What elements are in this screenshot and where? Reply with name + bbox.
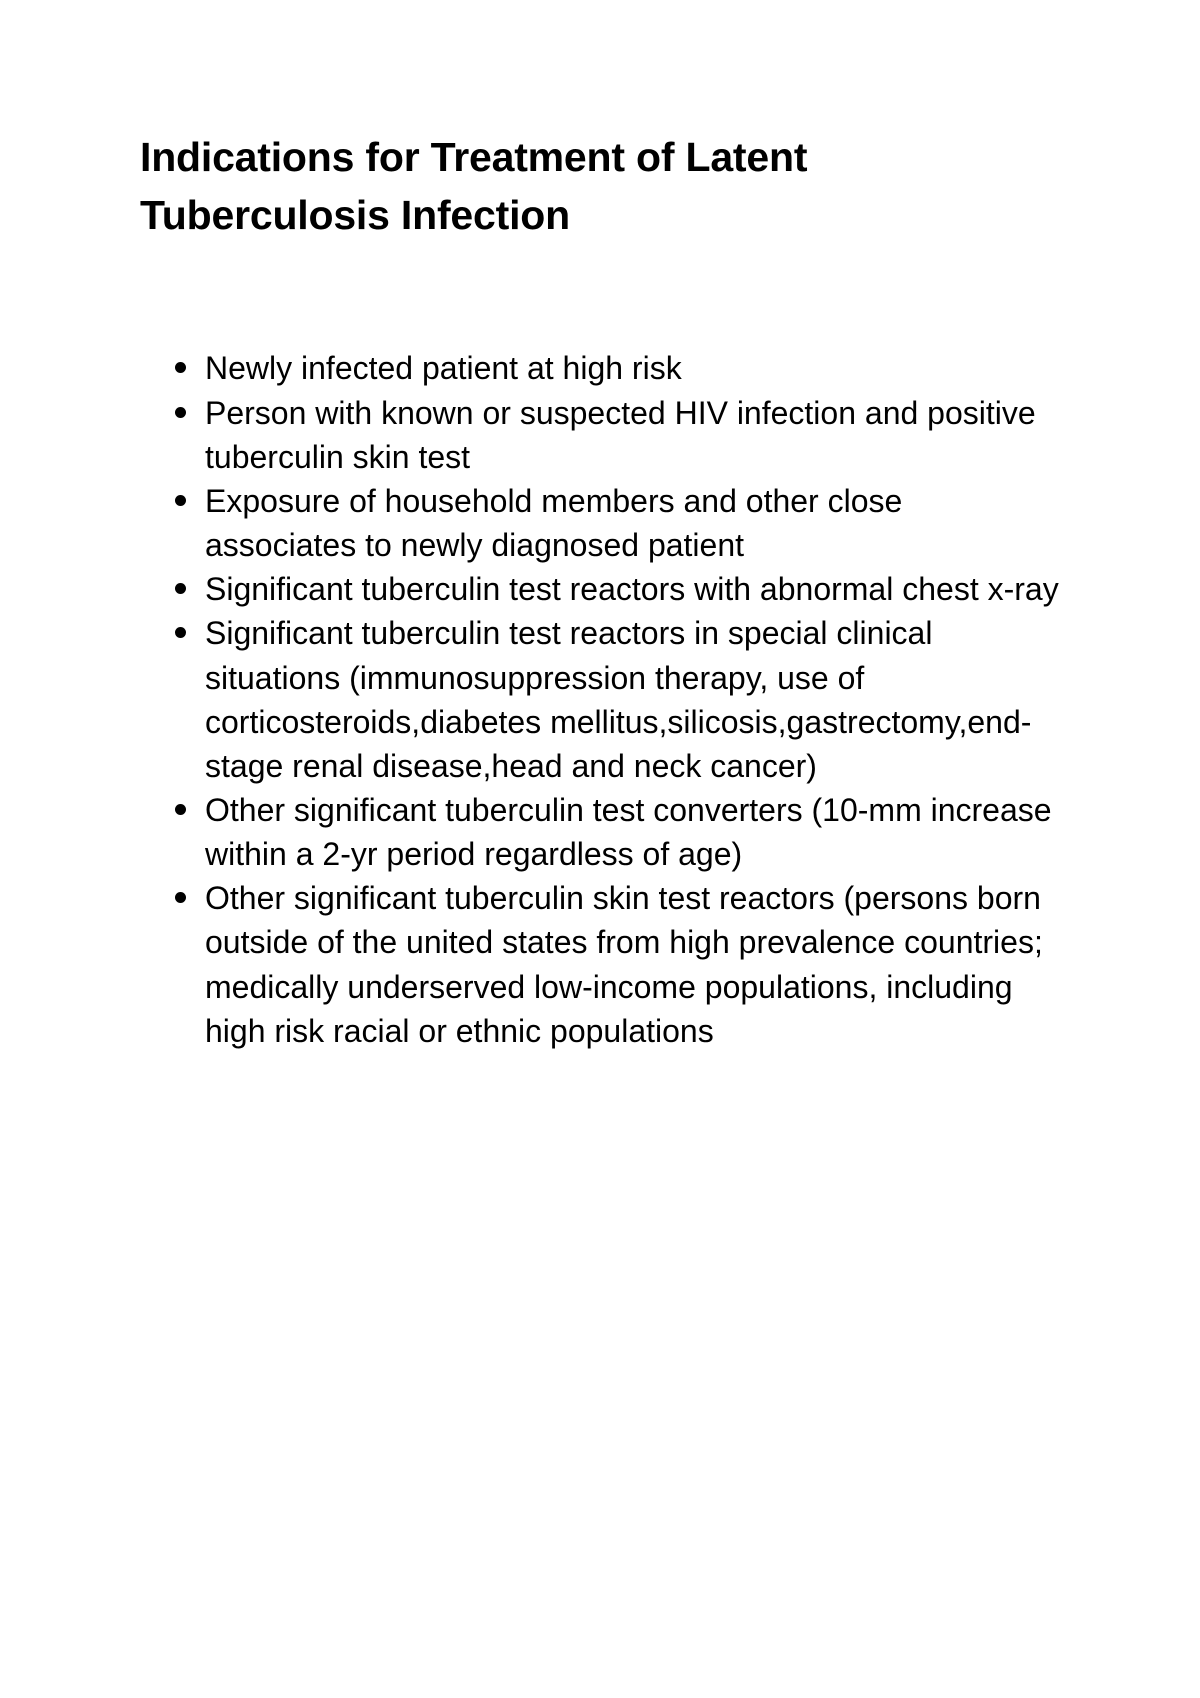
list-item-text: Person with known or suspected HIV infection and positive tuberculin skin test	[205, 394, 1036, 475]
list-item	[140, 346, 1060, 390]
bullet-icon	[175, 495, 186, 506]
list-item	[140, 611, 1060, 788]
document-body	[140, 128, 1060, 1053]
bullet-icon	[175, 804, 186, 815]
list-item-text: Other significant tuberculin test converters (10-mm increase within a 2-yr period regardless of age)	[205, 792, 1052, 873]
list-item	[140, 876, 1060, 1053]
page-title: Indications for Treatment of Latent Tuberculosis Infection	[140, 134, 808, 239]
bullet-icon	[175, 362, 186, 373]
list-item	[140, 479, 1060, 567]
bullet-icon	[175, 627, 186, 638]
list-item-text: Other significant tuberculin skin test reactors (persons born outside of the united states from high prevalence countries; medically underserved low-income populations, including high risk racial or ethnic populations	[205, 880, 1043, 1049]
list-item-text: Newly infected patient at high risk	[205, 350, 682, 387]
list-item-text: Exposure of household members and other close associates to newly diagnosed patient	[205, 482, 903, 564]
bullet-icon	[175, 407, 186, 418]
list-item	[140, 567, 1060, 611]
bullet-icon	[175, 583, 186, 594]
list-item	[140, 788, 1060, 876]
indications-list	[140, 346, 1060, 1053]
list-item	[140, 391, 1060, 479]
list-item-text: Significant tuberculin test reactors in special clinical situations (immunosuppression therapy, use of corticosteroids,diabetes mellitus,silicosis,gastrectomy,end- stage renal disease,head and neck cancer)	[205, 615, 1032, 784]
list-item-text: Significant tuberculin test reactors with abnormal chest x-ray	[205, 571, 1059, 608]
bullet-icon	[175, 892, 186, 903]
